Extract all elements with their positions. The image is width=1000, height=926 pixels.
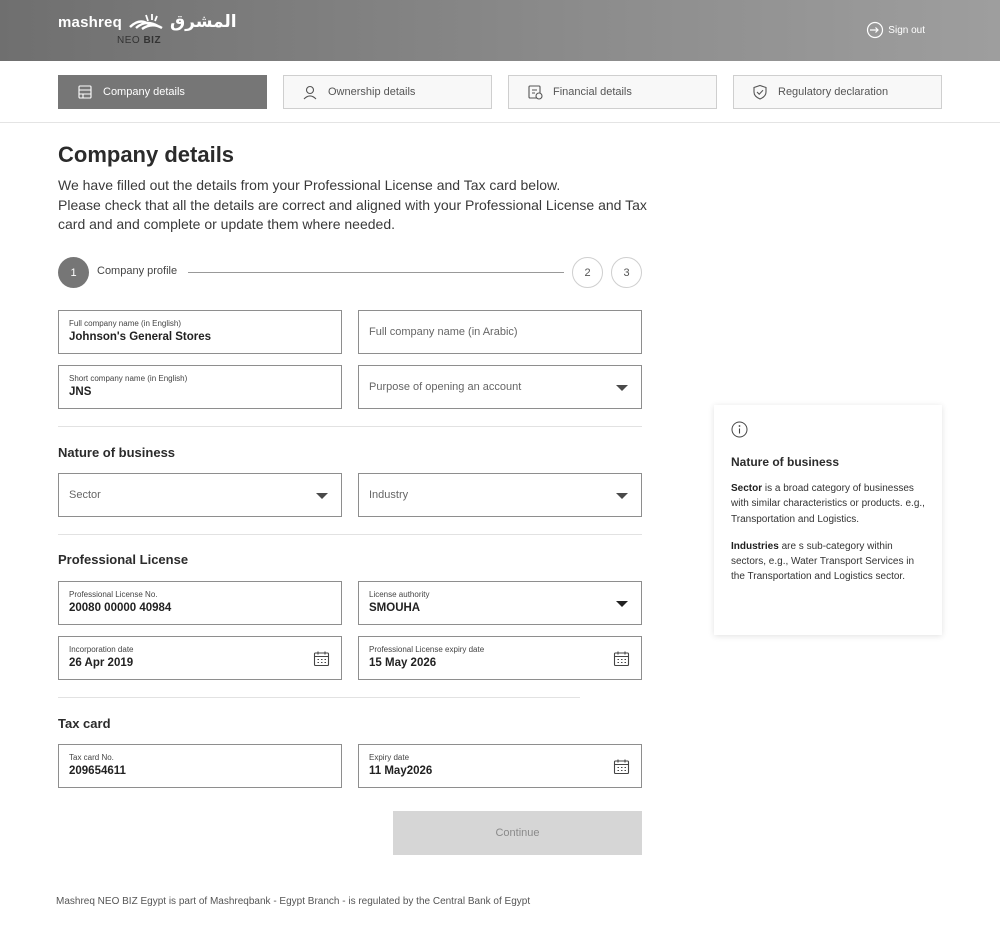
intro-line-2: Please check that all the details are correct and aligned with your Professional License and Tax card and and complete or update them where needed. <box>58 196 647 232</box>
field-label: Full company name (in English) <box>69 319 182 328</box>
sector-select[interactable] <box>58 473 342 517</box>
calendar-icon[interactable] <box>313 650 330 667</box>
info-sector-description: is a broad category of businesses with similar characteristics or products. e.g., Transportation and Logistics. <box>731 483 925 525</box>
tab-label: Company details <box>103 86 185 98</box>
info-industries-term: Industries <box>731 540 779 552</box>
sign-out-label: Sign out <box>888 24 925 36</box>
info-industries-description: are s sub-category within sectors, e.g., Water Transport Services in the Transportation and Logistics sector. <box>731 540 915 583</box>
field-label: License authority <box>369 590 430 599</box>
progress-stepper <box>58 257 642 288</box>
incorporation-date-field[interactable] <box>58 636 342 680</box>
sign-out-icon <box>866 21 884 39</box>
step-2-indicator[interactable]: 2 <box>572 257 603 288</box>
field-value: 20080 00000 40984 <box>69 602 172 614</box>
field-label: Professional License expiry date <box>369 645 485 654</box>
page-intro <box>58 176 648 235</box>
license-number-field[interactable] <box>58 581 342 625</box>
field-label: Tax card No. <box>69 753 114 762</box>
mashreq-logo[interactable] <box>58 12 237 32</box>
section-divider <box>58 697 580 698</box>
license-expiry-date-field[interactable] <box>358 636 642 680</box>
short-company-name-field[interactable] <box>58 365 342 409</box>
tab-ownership-details[interactable] <box>283 75 492 109</box>
field-value: 26 Apr 2019 <box>69 657 134 669</box>
logo-mark-icon <box>128 13 164 31</box>
tax-card-expiry-date-field[interactable] <box>358 744 642 788</box>
nature-of-business-heading: Nature of business <box>58 445 176 460</box>
tab-financial-details[interactable] <box>508 75 717 109</box>
company-name-arabic-field[interactable] <box>358 310 642 354</box>
purpose-of-account-select[interactable] <box>358 365 642 409</box>
industry-select[interactable] <box>358 473 642 517</box>
chevron-down-icon <box>616 385 628 391</box>
info-panel-title: Nature of business <box>731 455 840 469</box>
info-sector-text <box>731 481 925 527</box>
page-title: Company details <box>58 142 235 167</box>
field-value: 15 May 2026 <box>369 657 437 669</box>
info-sector-term: Sector <box>731 483 763 494</box>
calendar-icon[interactable] <box>613 758 630 775</box>
tab-regulatory-declaration[interactable] <box>733 75 942 109</box>
stepper-connector <box>188 272 564 273</box>
shield-check-icon <box>752 84 768 100</box>
tax-card-heading: Tax card <box>58 716 111 731</box>
building-icon <box>77 84 93 100</box>
logo-sub-neo: NEO <box>117 35 141 46</box>
section-divider <box>58 534 642 535</box>
field-label: Professional License No. <box>69 590 158 599</box>
section-divider <box>58 426 642 427</box>
info-industries-text <box>731 539 925 585</box>
logo-arabic-text: المشرق <box>169 12 237 31</box>
field-value: SMOUHA <box>369 602 421 614</box>
logo-subtitle <box>117 35 161 46</box>
footer-disclaimer: Mashreq NEO BIZ Egypt is part of Mashreqbank - Egypt Branch - is regulated by the Central Bank of Egypt <box>56 896 531 907</box>
logo-text: mashreq <box>58 13 122 31</box>
tab-label: Ownership details <box>328 86 416 98</box>
field-placeholder: Purpose of opening an account <box>369 381 522 393</box>
chevron-down-icon <box>616 493 628 499</box>
tax-card-number-field[interactable] <box>58 744 342 788</box>
field-value: 11 May2026 <box>369 765 433 777</box>
tab-company-details[interactable] <box>58 75 267 109</box>
field-label: Expiry date <box>369 753 410 762</box>
user-icon <box>302 84 318 100</box>
info-panel <box>714 405 942 635</box>
field-placeholder: Sector <box>69 489 101 501</box>
continue-button[interactable]: Continue <box>393 811 642 855</box>
professional-license-heading: Professional License <box>58 552 189 567</box>
calendar-icon[interactable] <box>613 650 630 667</box>
step-3-indicator[interactable]: 3 <box>611 257 642 288</box>
chevron-down-icon <box>616 601 628 607</box>
chevron-down-icon <box>316 493 328 499</box>
info-icon <box>731 421 748 438</box>
top-header <box>0 0 1000 61</box>
field-value: JNS <box>69 386 92 398</box>
step-1-indicator: 1 <box>58 257 89 288</box>
company-name-english-field[interactable] <box>58 310 342 354</box>
tab-label: Financial details <box>553 86 632 98</box>
field-value: Johnson's General Stores <box>69 331 212 343</box>
document-money-icon <box>527 84 543 100</box>
field-value: 209654611 <box>69 765 126 777</box>
logo-sub-biz: BIZ <box>143 35 162 46</box>
field-placeholder: Industry <box>369 489 409 501</box>
field-label: Incorporation date <box>69 645 134 654</box>
field-placeholder: Full company name (in Arabic) <box>369 326 518 338</box>
sign-out-button[interactable] <box>866 21 925 39</box>
license-authority-select[interactable] <box>358 581 642 625</box>
field-label: Short company name (in English) <box>69 374 188 383</box>
intro-line-1: We have filled out the details from your Professional License and Tax card below. <box>58 177 561 193</box>
step-1-label: Company profile <box>97 265 178 277</box>
section-tabs <box>0 61 1000 123</box>
tab-label: Regulatory declaration <box>778 86 889 98</box>
